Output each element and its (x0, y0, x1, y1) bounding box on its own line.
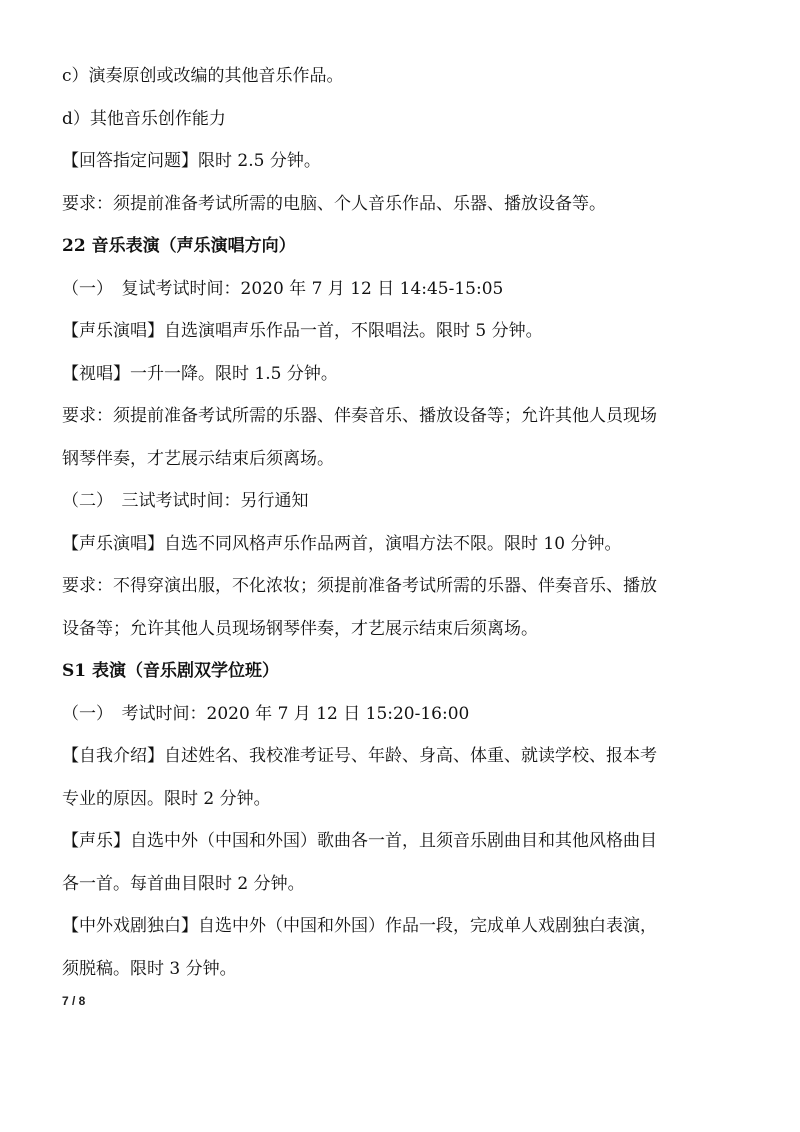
requirement-text: 要求：须提前准备考试所需的电脑、个人音乐作品、乐器、播放设备等。 (62, 194, 606, 214)
exam-item-drama-monologue: 【中外戏剧独白】自选中外（中国和外国）作品一段，完成单人戏剧独白表演， (62, 916, 657, 936)
exam-item-vocal-continued: 各一首。每首曲目限时 2 分钟。 (62, 874, 305, 894)
list-item-d: d）其他音乐创作能力 (62, 109, 226, 129)
exam-item-self-introduction-continued: 专业的原因。限时 2 分钟。 (62, 789, 271, 809)
requirement-text-continued: 设备等；允许其他人员现场钢琴伴奏，才艺展示结束后须离场。 (62, 619, 538, 639)
list-item-c: c）演奏原创或改编的其他音乐作品。 (62, 66, 344, 86)
section-heading-musical-theatre: S1 表演（音乐剧双学位班） (62, 661, 280, 681)
exam-item-drama-monologue-continued: 须脱稿。限时 3 分钟。 (62, 959, 237, 979)
exam-item-vocal-singing: 【声乐演唱】自选演唱声乐作品一首，不限唱法。限时 5 分钟。 (62, 321, 543, 341)
requirement-text: 要求：须提前准备考试所需的乐器、伴奏音乐、播放设备等；允许其他人员现场 (62, 406, 657, 426)
exam-time: （一） 考试时间：2020 年 7 月 12 日 15:20-16:00 (62, 704, 470, 724)
requirement-text-continued: 钢琴伴奏，才艺展示结束后须离场。 (62, 449, 334, 469)
exam-item-vocal-singing-two: 【声乐演唱】自选不同风格声乐作品两首，演唱方法不限。限时 10 分钟。 (62, 534, 622, 554)
requirement-text: 要求：不得穿演出服，不化浓妆；须提前准备考试所需的乐器、伴奏音乐、播放 (62, 576, 657, 596)
exam-item-answer-questions: 【回答指定问题】限时 2.5 分钟。 (62, 151, 321, 171)
second-round-time: （一） 复试考试时间：2020 年 7 月 12 日 14:45-15:05 (62, 279, 504, 299)
exam-item-self-introduction: 【自我介绍】自述姓名、我校准考证号、年龄、身高、体重、就读学校、报本考 (62, 746, 657, 766)
section-heading-vocal-performance: 22 音乐表演（声乐演唱方向） (62, 236, 296, 256)
exam-item-sight-singing: 【视唱】一升一降。限时 1.5 分钟。 (62, 364, 338, 384)
exam-item-vocal: 【声乐】自选中外（中国和外国）歌曲各一首，且须音乐剧曲目和其他风格曲目 (62, 831, 657, 851)
third-round-time: （二） 三试考试时间：另行通知 (62, 491, 309, 511)
page-number: 7 / 8 (62, 994, 86, 1008)
